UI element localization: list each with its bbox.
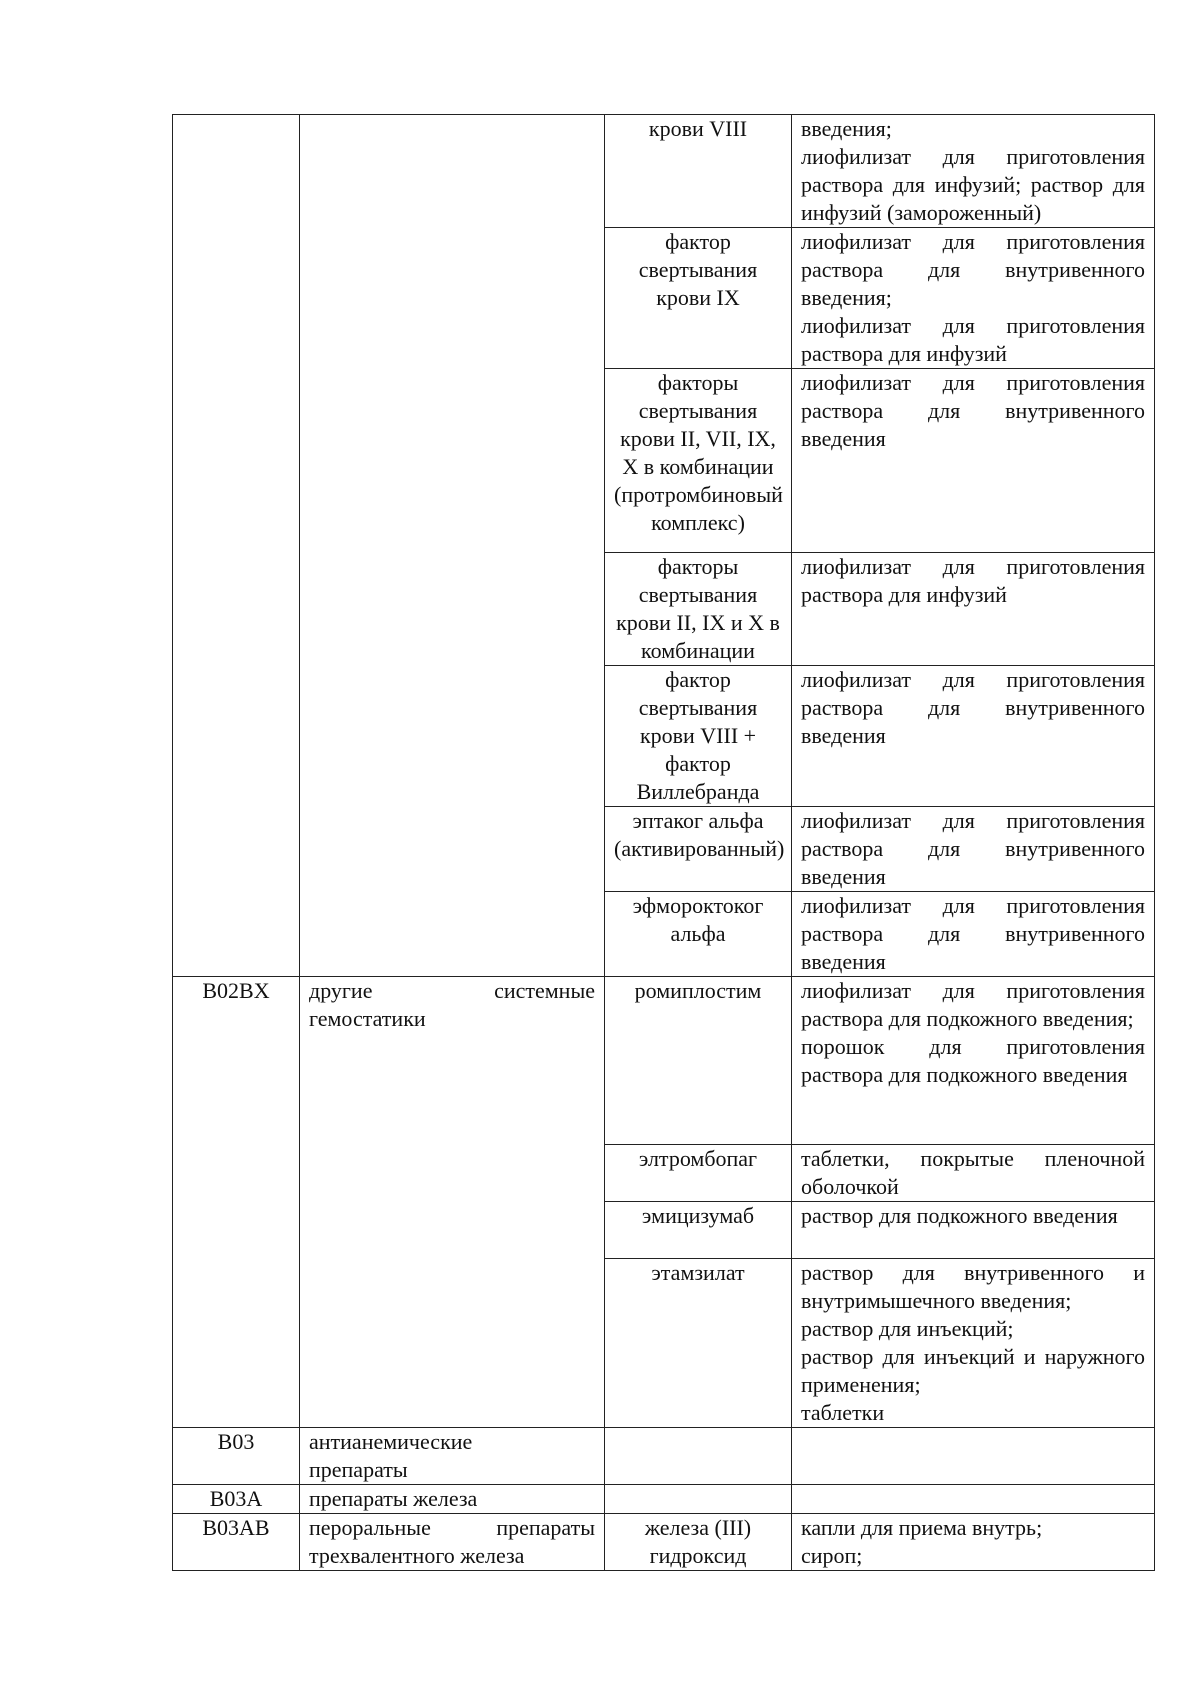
inn-text: факторы свертывания крови II, IX и X в комбинации (616, 554, 780, 663)
group-name-text: антианемические препараты (309, 1429, 473, 1482)
dosage-form-cell (792, 369, 1155, 553)
atc-code-text: B03 (217, 1429, 255, 1454)
dosage-form-cell (792, 892, 1155, 977)
inn-cell (605, 1485, 792, 1514)
group-name-cell (300, 1514, 605, 1571)
inn-text: эфмороктоког альфа (632, 893, 764, 946)
inn-cell (605, 553, 792, 666)
inn-cell (605, 1428, 792, 1485)
inn-text: эптаког альфа (активированный) (614, 808, 785, 861)
dosage-form-text: лиофилизат для приготовления раствора для инфузий (801, 554, 1145, 607)
atc-code-cell (173, 115, 300, 977)
table-row (173, 115, 1155, 228)
dosage-form-text: таблетки, покрытые пленочной оболочкой (801, 1146, 1145, 1199)
dosage-form-text: раствор для внутривенного и внутримышечного введения; (801, 1260, 1145, 1313)
table-row (173, 1428, 1155, 1485)
group-name-cell (300, 977, 605, 1428)
dosage-form-text: лиофилизат для приготовления раствора для подкожного введения; (801, 978, 1145, 1031)
inn-text: эмицизумаб (641, 1203, 755, 1228)
inn-cell (605, 1145, 792, 1202)
inn-text: элтромбопаг (638, 1146, 758, 1171)
dosage-form-cell (792, 1428, 1155, 1485)
table-row (173, 1485, 1155, 1514)
dosage-form-cell (792, 807, 1155, 892)
inn-cell (605, 228, 792, 369)
atc-code-text: B03A (209, 1486, 263, 1511)
dosage-form-text: лиофилизат для приготовления раствора для внутривенного введения (801, 667, 1145, 748)
table-row (173, 1514, 1155, 1571)
group-name-cell (300, 1485, 605, 1514)
inn-text: железа (III) гидроксид (644, 1515, 752, 1568)
inn-text: факторы свертывания крови II, VII, IX, X в комбинации (протромбиновый комплекс) (614, 370, 783, 535)
dosage-form-text: лиофилизат для приготовления раствора для внутривенного введения (801, 893, 1145, 974)
inn-cell (605, 1202, 792, 1259)
dosage-form-text: раствор для подкожного введения (801, 1203, 1118, 1228)
dosage-form-cell (792, 228, 1155, 369)
group-name-text: другие системные гемостатики (309, 978, 595, 1031)
inn-text: фактор свертывания крови VIII + фактор Виллебранда (636, 667, 760, 804)
dosage-form-text: лиофилизат для приготовления раствора для внутривенного введения; (801, 229, 1145, 310)
dosage-form-cell (792, 553, 1155, 666)
atc-code-cell (173, 977, 300, 1428)
dosage-form-cell (792, 1145, 1155, 1202)
dosage-form-text: раствор для инъекций; (801, 1316, 1014, 1341)
inn-cell (605, 1259, 792, 1428)
dosage-form-text: капли для приема внутрь; (801, 1515, 1043, 1540)
inn-cell (605, 807, 792, 892)
group-name-cell (300, 1428, 605, 1485)
inn-text: фактор свертывания крови IX (638, 229, 758, 310)
dosage-form-text: лиофилизат для приготовления раствора для инфузий (801, 313, 1145, 366)
inn-cell (605, 115, 792, 228)
inn-text: крови VIII (648, 116, 748, 141)
inn-cell (605, 977, 792, 1145)
dosage-form-cell (792, 1202, 1155, 1259)
dosage-form-text: лиофилизат для приготовления раствора для внутривенного введения (801, 808, 1145, 889)
dosage-form-cell (792, 1259, 1155, 1428)
atc-code-cell (173, 1428, 300, 1485)
dosage-form-cell (792, 977, 1155, 1145)
inn-cell (605, 666, 792, 807)
group-name-cell (300, 115, 605, 977)
inn-cell (605, 1514, 792, 1571)
dosage-form-text: порошок для приготовления раствора для подкожного введения (801, 1034, 1145, 1087)
atc-code-cell (173, 1514, 300, 1571)
dosage-form-text: лиофилизат для приготовления раствора для инфузий; раствор для инфузий (замороженный) (801, 144, 1145, 225)
dosage-form-text: сироп; (801, 1543, 863, 1568)
dosage-form-text: раствор для инъекций и наружного применения; (801, 1344, 1145, 1397)
dosage-form-cell (792, 1514, 1155, 1571)
dosage-form-text: введения; (801, 116, 892, 141)
atc-code-cell (173, 1485, 300, 1514)
group-name-text: препараты железа (309, 1486, 478, 1511)
dosage-form-text: лиофилизат для приготовления раствора для внутривенного введения (801, 370, 1145, 451)
group-name-text: пероральные препараты трехвалентного железа (309, 1515, 595, 1568)
table-row (173, 977, 1155, 1145)
inn-text: ромиплостим (634, 978, 762, 1003)
dosage-form-cell (792, 115, 1155, 228)
inn-text: этамзилат (651, 1260, 745, 1285)
atc-code-text: B03AB (202, 1515, 270, 1540)
dosage-form-cell (792, 1485, 1155, 1514)
inn-cell (605, 369, 792, 553)
inn-cell (605, 892, 792, 977)
dosage-form-cell (792, 666, 1155, 807)
medicines-table (172, 114, 1155, 1571)
dosage-form-text: таблетки (801, 1400, 885, 1425)
atc-code-text: B02BX (202, 978, 270, 1003)
